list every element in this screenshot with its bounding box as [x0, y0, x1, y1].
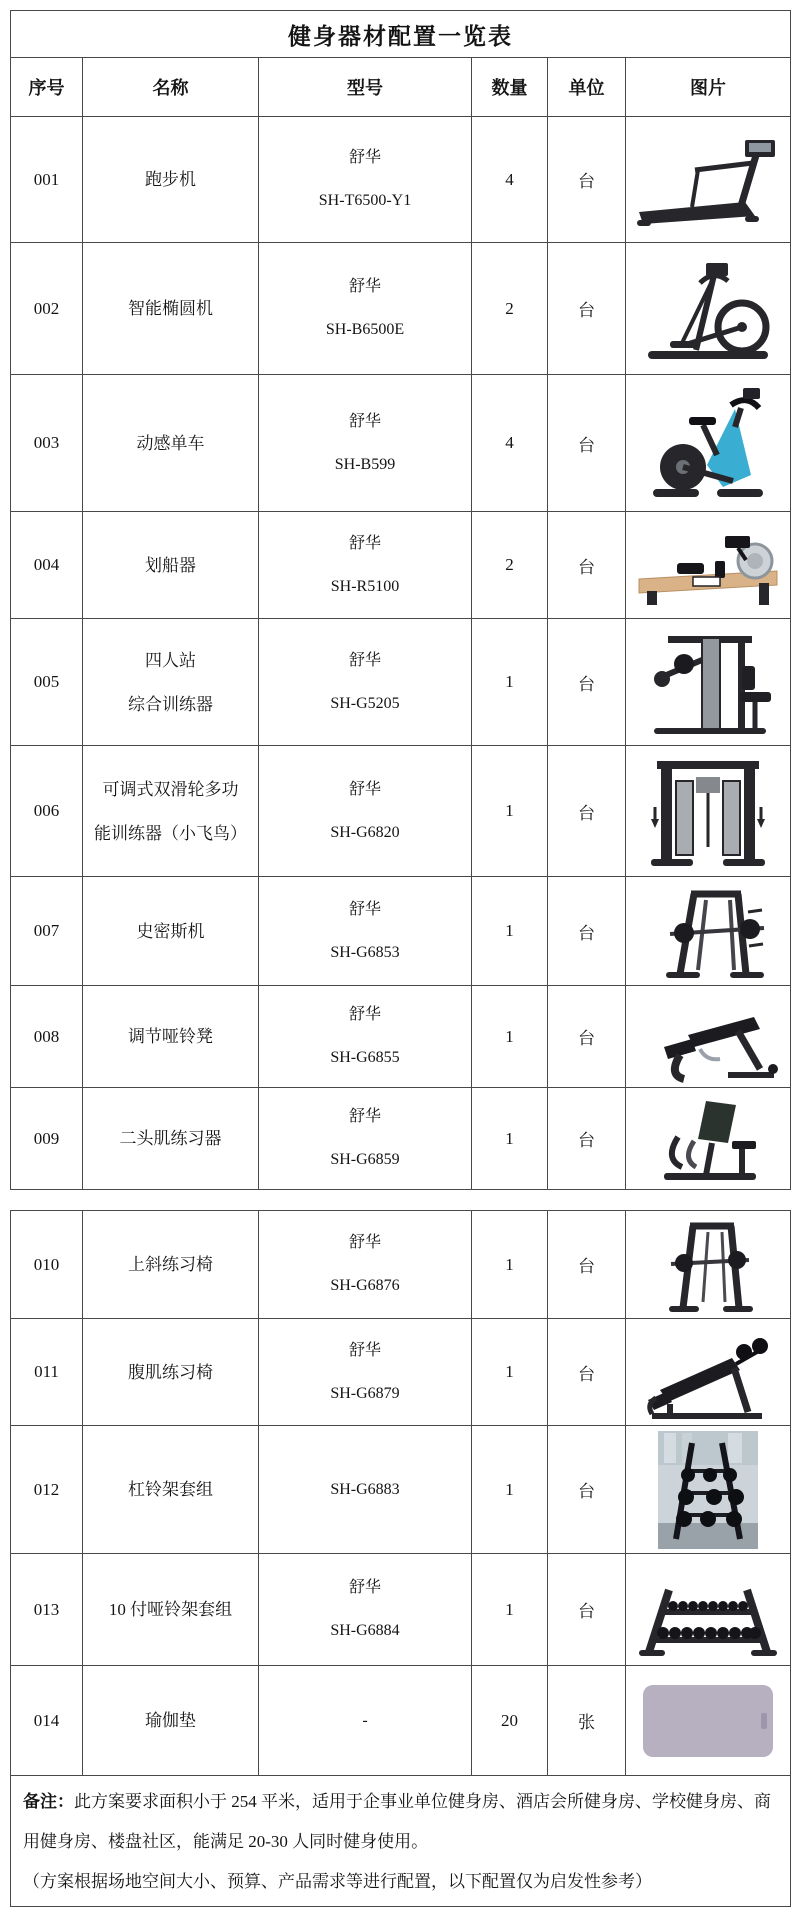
product-image-multi-station [626, 624, 790, 741]
table-row [11, 619, 791, 746]
row-quantity: 1 [472, 1319, 548, 1426]
equipment-name-line: 四人站 [145, 650, 196, 670]
row-name-cell [83, 1088, 259, 1190]
row-unit: 台 [548, 375, 626, 512]
equipment-model-line: SH-G6883 [330, 1480, 400, 1498]
equipment-model-line: 舒华 [348, 534, 381, 552]
row-unit: 台 [548, 117, 626, 243]
row-model-cell [259, 986, 472, 1088]
equipment-model-line: SH-G6859 [330, 1151, 400, 1168]
product-image-yoga-mat [626, 1679, 790, 1763]
table-row [11, 877, 791, 986]
equipment-name-line: 动感单车 [136, 433, 205, 453]
row-picture-cell [626, 619, 791, 746]
equipment-model-line: - [362, 1711, 368, 1729]
row-serial-number: 003 [11, 375, 83, 512]
row-name-cell [83, 1319, 259, 1426]
equipment-model-line: SH-G6853 [330, 943, 400, 961]
equipment-name-line: 10 付哑铃架套组 [108, 1600, 233, 1619]
row-quantity: 4 [472, 375, 548, 512]
column-header-unit: 单位 [548, 58, 626, 117]
row-picture-cell [626, 1088, 791, 1190]
row-serial-number: 010 [11, 1211, 83, 1319]
row-quantity: 1 [472, 986, 548, 1088]
product-image-treadmill [626, 130, 790, 230]
row-unit: 台 [548, 1319, 626, 1426]
equipment-name-line: 跑步机 [145, 170, 196, 189]
equipment-model-line: 舒华 [348, 900, 381, 918]
row-serial-number: 006 [11, 746, 83, 877]
row-quantity: 4 [472, 117, 548, 243]
row-unit: 台 [548, 1426, 626, 1554]
row-name-cell [83, 1211, 259, 1319]
note-cell [11, 1776, 791, 1907]
row-serial-number: 002 [11, 243, 83, 375]
note-row [11, 1776, 791, 1907]
equipment-model-line: 舒华 [348, 1234, 381, 1251]
equipment-table-body-2 [11, 1211, 791, 1776]
equipment-model-line: 舒华 [348, 651, 381, 669]
column-header-qty: 数量 [472, 58, 548, 117]
row-serial-number: 001 [11, 117, 83, 243]
equipment-model-line: 舒华 [348, 278, 381, 295]
equipment-table-body-1 [11, 117, 791, 1190]
row-unit: 台 [548, 243, 626, 375]
equipment-model-line: SH-G6884 [330, 1622, 400, 1639]
product-image-spin-bike [626, 381, 790, 505]
row-model-cell [259, 1319, 472, 1426]
table-row [11, 986, 791, 1088]
header-row [11, 58, 791, 117]
row-unit: 台 [548, 1211, 626, 1319]
table-row [11, 1554, 791, 1666]
row-model-cell [259, 375, 472, 512]
equipment-model-line: 舒华 [348, 149, 381, 166]
equipment-model-line: 舒华 [348, 780, 381, 798]
equipment-name-line: 综合训练器 [128, 694, 213, 714]
table-row [11, 1666, 791, 1776]
row-serial-number: 008 [11, 986, 83, 1088]
equipment-model-line: SH-G6879 [330, 1384, 400, 1402]
product-image-barbell-rack-photo [626, 1431, 790, 1549]
row-picture-cell [626, 1666, 791, 1776]
equipment-table-primary [10, 10, 791, 1190]
equipment-model-line: 舒华 [348, 1108, 381, 1125]
row-picture-cell [626, 986, 791, 1088]
column-header-model: 型号 [259, 58, 472, 117]
equipment-name-line: 腹肌练习椅 [128, 1362, 213, 1382]
row-name-cell [83, 243, 259, 375]
product-image-dumbbell-rack [626, 1560, 790, 1660]
equipment-model-line: SH-G6876 [330, 1277, 400, 1294]
row-name-cell [83, 1554, 259, 1666]
column-header-picture: 图片 [626, 58, 791, 117]
equipment-name-line: 杠铃架套组 [128, 1480, 213, 1499]
equipment-name-line: 瑜伽垫 [145, 1711, 196, 1730]
row-serial-number: 004 [11, 512, 83, 619]
equipment-model-line: 舒华 [348, 1341, 381, 1359]
page-break-gap [10, 1190, 790, 1210]
row-model-cell [259, 1426, 472, 1554]
row-name-cell [83, 746, 259, 877]
row-picture-cell [626, 1426, 791, 1554]
product-image-smith-machine [626, 882, 790, 981]
row-model-cell [259, 1211, 472, 1319]
product-image-preacher-curl [626, 1093, 790, 1185]
row-unit: 台 [548, 877, 626, 986]
column-header-name: 名称 [83, 58, 259, 117]
equipment-model-line: SH-T6500-Y1 [318, 192, 412, 209]
row-model-cell [259, 1088, 472, 1190]
equipment-model-line: 舒华 [348, 1006, 381, 1023]
row-serial-number: 013 [11, 1554, 83, 1666]
equipment-model-line: 舒华 [348, 412, 381, 430]
row-quantity: 20 [472, 1666, 548, 1776]
row-name-cell [83, 986, 259, 1088]
equipment-model-line: SH-B599 [334, 455, 396, 473]
equipment-table-secondary [10, 1210, 791, 1907]
table-row [11, 243, 791, 375]
equipment-model-line: SH-G5205 [330, 694, 400, 712]
row-name-cell [83, 1426, 259, 1554]
equipment-model-line: SH-B6500E [325, 321, 405, 338]
product-image-cable-crossover [626, 751, 790, 872]
product-image-rower [626, 517, 790, 613]
row-quantity: 2 [472, 512, 548, 619]
equipment-name-line: 上斜练习椅 [128, 1255, 213, 1274]
row-name-cell [83, 512, 259, 619]
equipment-name-line: 史密斯机 [136, 921, 205, 941]
row-model-cell [259, 877, 472, 986]
row-serial-number: 011 [11, 1319, 83, 1426]
row-picture-cell [626, 512, 791, 619]
table-row [11, 1319, 791, 1426]
row-quantity: 1 [472, 619, 548, 746]
row-picture-cell [626, 375, 791, 512]
row-quantity: 2 [472, 243, 548, 375]
row-model-cell [259, 117, 472, 243]
table-row [11, 512, 791, 619]
column-header-no: 序号 [11, 58, 83, 117]
equipment-model-line: 舒华 [348, 1579, 381, 1596]
row-unit: 张 [548, 1666, 626, 1776]
equipment-name-line: 二头肌练习器 [119, 1129, 222, 1148]
row-quantity: 1 [472, 1426, 548, 1554]
table-row [11, 1211, 791, 1319]
row-name-cell [83, 619, 259, 746]
row-picture-cell [626, 1319, 791, 1426]
row-unit: 台 [548, 1554, 626, 1666]
row-unit: 台 [548, 619, 626, 746]
row-picture-cell [626, 1211, 791, 1319]
note-parenthetical: （方案根据场地空间大小、预算、产品需求等进行配置，以下配置仅为启发性参考） [23, 1871, 652, 1891]
row-picture-cell [626, 1554, 791, 1666]
equipment-name-line: 智能椭圆机 [128, 299, 213, 318]
product-image-ab-bench [626, 1324, 790, 1421]
product-image-adjustable-bench [626, 991, 790, 1083]
row-name-cell [83, 375, 259, 512]
row-picture-cell [626, 877, 791, 986]
equipment-name-line: 划船器 [145, 555, 196, 575]
row-unit: 台 [548, 512, 626, 619]
row-picture-cell [626, 117, 791, 243]
row-model-cell [259, 1554, 472, 1666]
row-model-cell [259, 1666, 472, 1776]
equipment-name-line: 调节哑铃凳 [128, 1027, 213, 1046]
table-row [11, 375, 791, 512]
table-row [11, 746, 791, 877]
row-model-cell [259, 746, 472, 877]
row-model-cell [259, 512, 472, 619]
page-title: 健身器材配置一览表 [11, 11, 791, 58]
note-text: 此方案要求面积小于 254 平米，适用于企事业单位健身房、酒店会所健身房、学校健身房、商用健身房、楼盘社区，能满足 20-30 人同时健身使用。 [23, 1792, 771, 1851]
row-serial-number: 009 [11, 1088, 83, 1190]
row-quantity: 1 [472, 1554, 548, 1666]
row-picture-cell [626, 243, 791, 375]
table-row [11, 117, 791, 243]
equipment-model-line: SH-G6855 [330, 1049, 400, 1066]
row-name-cell [83, 1666, 259, 1776]
row-model-cell [259, 619, 472, 746]
row-model-cell [259, 243, 472, 375]
equipment-model-line: SH-G6820 [330, 823, 400, 841]
row-name-cell [83, 877, 259, 986]
product-image-elliptical [626, 253, 790, 365]
row-serial-number: 014 [11, 1666, 83, 1776]
product-image-incline-rack [626, 1216, 790, 1314]
row-name-cell [83, 117, 259, 243]
row-quantity: 1 [472, 877, 548, 986]
row-quantity: 1 [472, 1088, 548, 1190]
equipment-name-line: 能训练器（小飞鸟） [94, 823, 247, 843]
note-label: 备注： [23, 1792, 74, 1811]
row-serial-number: 005 [11, 619, 83, 746]
row-quantity: 1 [472, 746, 548, 877]
table-row [11, 1426, 791, 1554]
row-quantity: 1 [472, 1211, 548, 1319]
row-unit: 台 [548, 1088, 626, 1190]
row-unit: 台 [548, 986, 626, 1088]
table-row [11, 1088, 791, 1190]
title-row [11, 11, 791, 58]
row-serial-number: 007 [11, 877, 83, 986]
row-picture-cell [626, 746, 791, 877]
row-unit: 台 [548, 746, 626, 877]
equipment-name-line: 可调式双滑轮多功 [102, 779, 239, 799]
row-serial-number: 012 [11, 1426, 83, 1554]
equipment-model-line: SH-R5100 [330, 577, 400, 595]
